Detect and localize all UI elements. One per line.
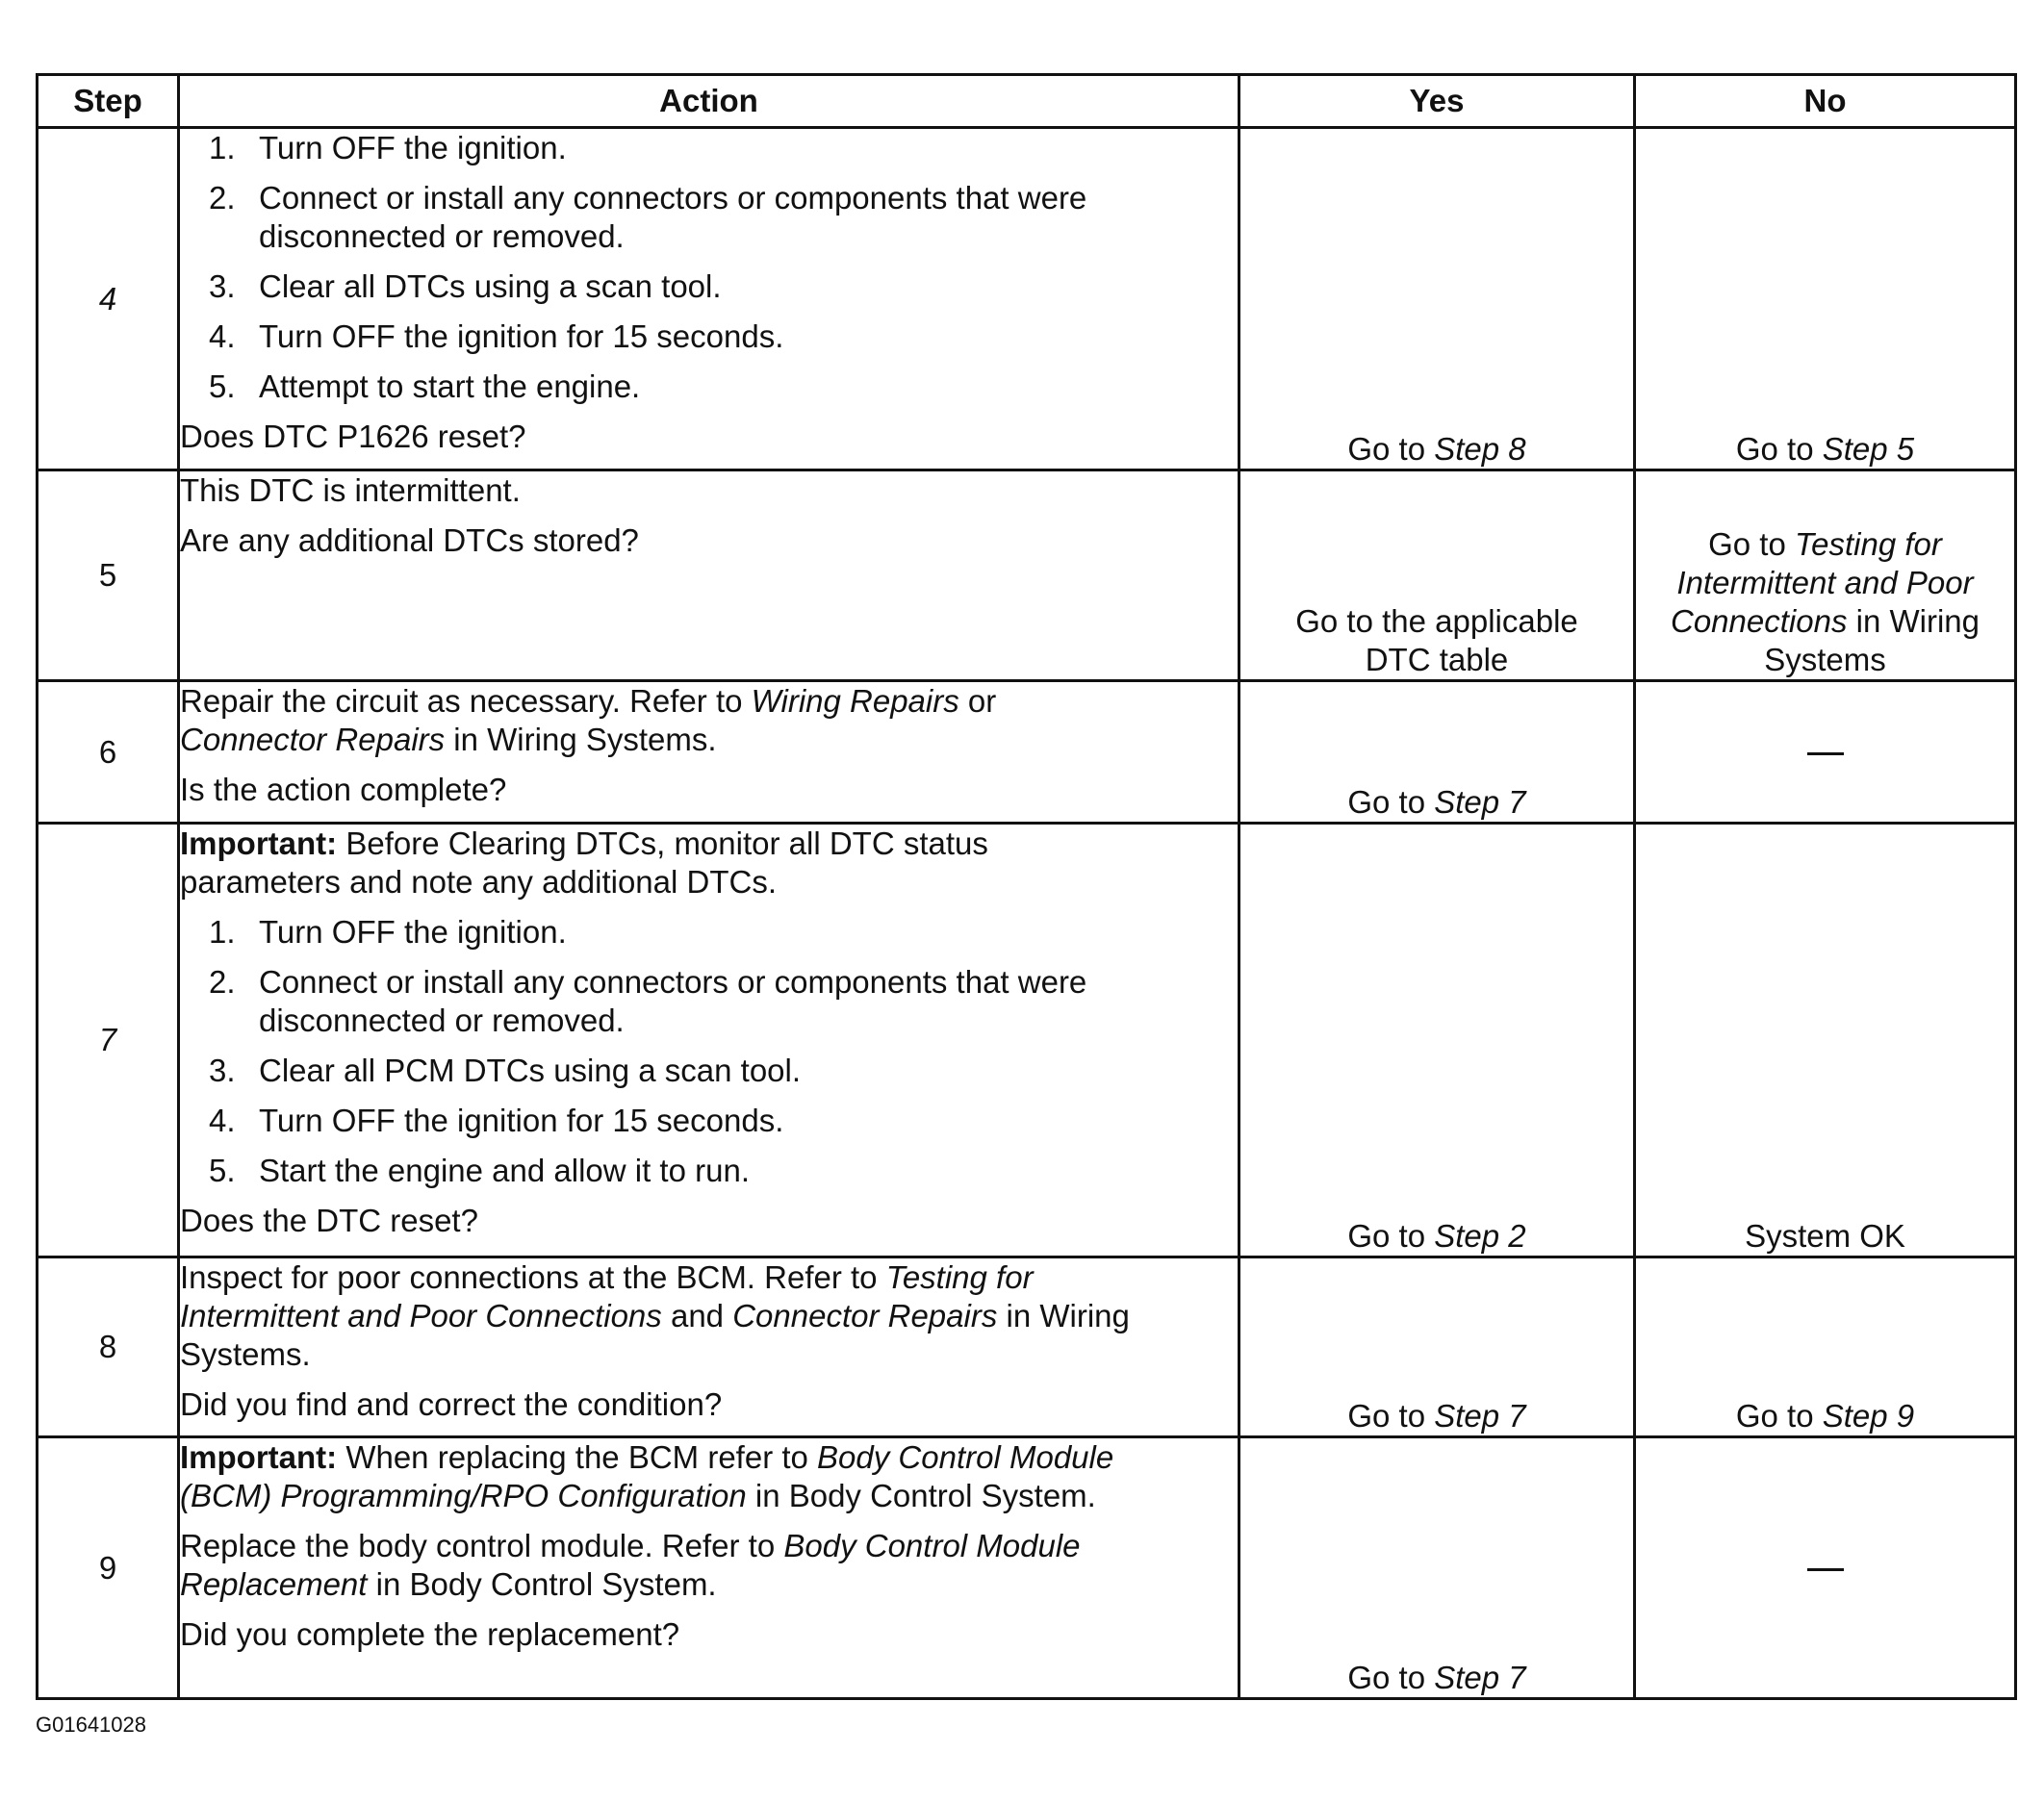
yes-cell: Go to the applicable DTC table — [1239, 470, 1635, 681]
action-question: Did you find and correct the condition? — [180, 1386, 723, 1422]
no-cell — [1635, 681, 2016, 824]
action-question: Does DTC P1626 reset? — [180, 419, 526, 454]
action-question: Did you complete the replacement? — [180, 1616, 680, 1652]
action-text: Replace the body control module. Refer to Body Control Module Replacement in Body Control System. — [180, 1528, 1081, 1602]
step-number: 4 — [38, 128, 179, 470]
table-row-step-7 — [38, 824, 2016, 1257]
no-cell: Go to Testing for Intermittent and Poor Connections in Wiring Systems — [1635, 470, 2016, 681]
dash — [1807, 1568, 1844, 1571]
yes-cell: Go to Step 7 — [1239, 1437, 1635, 1699]
action-cell — [179, 824, 1239, 1257]
step-number: 5 — [38, 470, 179, 681]
step-number: 9 — [38, 1437, 179, 1699]
list-item: 2. Connect or install any connectors or components that were disconnected or removed. — [209, 180, 1087, 254]
header-action: Action — [179, 75, 1239, 128]
action-question: Does the DTC reset? — [180, 1203, 478, 1238]
action-list — [180, 913, 1238, 1190]
list-item: 5. Attempt to start the engine. — [209, 368, 641, 404]
table-row-step-4 — [38, 128, 2016, 470]
step-link: Step 7 — [1434, 1398, 1526, 1434]
step-link: Step 5 — [1822, 431, 1915, 467]
list-item: 1. Turn OFF the ignition. — [209, 914, 567, 950]
list-item: 1. Turn OFF the ignition. — [209, 130, 567, 165]
important-note: Important: When replacing the BCM refer to Body Control Module (BCM) Programming/RPO Configuration in Body Control System. — [180, 1439, 1114, 1513]
diagnostic-table — [36, 73, 2017, 1700]
no-cell: Go to Step 5 — [1635, 128, 2016, 470]
action-text: This DTC is intermittent. — [180, 472, 521, 508]
no-cell: Go to Step 9 — [1635, 1257, 2016, 1437]
action-list — [180, 129, 1238, 406]
step-link: Step 2 — [1434, 1218, 1526, 1254]
figure-code: G01641028 — [36, 1713, 146, 1737]
list-item: 5. Start the engine and allow it to run. — [209, 1153, 750, 1188]
list-item: 3. Clear all DTCs using a scan tool. — [209, 268, 722, 304]
yes-cell: Go to Step 7 — [1239, 681, 1635, 824]
header-row — [38, 75, 2016, 128]
table-row-step-6 — [38, 681, 2016, 824]
table-row-step-9 — [38, 1437, 2016, 1699]
header-no: No — [1635, 75, 2016, 128]
no-cell — [1635, 1437, 2016, 1699]
action-text: Inspect for poor connections at the BCM. Refer to Testing for Intermittent and Poor Connections and Connector Repairs in Wiring Systems. — [180, 1259, 1130, 1372]
step-number: 8 — [38, 1257, 179, 1437]
action-cell — [179, 1437, 1239, 1699]
header-yes: Yes — [1239, 75, 1635, 128]
yes-cell: Go to Step 8 — [1239, 128, 1635, 470]
step-number: 6 — [38, 681, 179, 824]
table-row-step-5 — [38, 470, 2016, 681]
important-note: Important: Before Clearing DTCs, monitor all DTC status parameters and note any additional DTCs. — [180, 825, 988, 900]
action-cell — [179, 681, 1239, 824]
step-link: Step 7 — [1434, 1660, 1526, 1695]
step-number: 7 — [38, 824, 179, 1257]
list-item: 4. Turn OFF the ignition for 15 seconds. — [209, 1103, 784, 1138]
header-step: Step — [38, 75, 179, 128]
list-item: 3. Clear all PCM DTCs using a scan tool. — [209, 1053, 802, 1088]
list-item: 2. Connect or install any connectors or components that were disconnected or removed. — [209, 964, 1087, 1038]
action-question: Are any additional DTCs stored? — [180, 522, 639, 558]
list-item: 4. Turn OFF the ignition for 15 seconds. — [209, 318, 784, 354]
action-question: Is the action complete? — [180, 772, 507, 807]
step-link: Step 8 — [1434, 431, 1526, 467]
action-text: Repair the circuit as necessary. Refer to Wiring Repairs or Connector Repairs in Wiring Systems. — [180, 683, 997, 757]
step-link: Step 7 — [1434, 784, 1526, 820]
no-cell: System OK — [1635, 824, 2016, 1257]
yes-cell: Go to Step 7 — [1239, 1257, 1635, 1437]
action-cell — [179, 1257, 1239, 1437]
action-cell — [179, 470, 1239, 681]
table-row-step-8 — [38, 1257, 2016, 1437]
yes-cell: Go to Step 2 — [1239, 824, 1635, 1257]
dash — [1807, 752, 1844, 755]
step-link: Step 9 — [1822, 1398, 1915, 1434]
action-cell — [179, 128, 1239, 470]
